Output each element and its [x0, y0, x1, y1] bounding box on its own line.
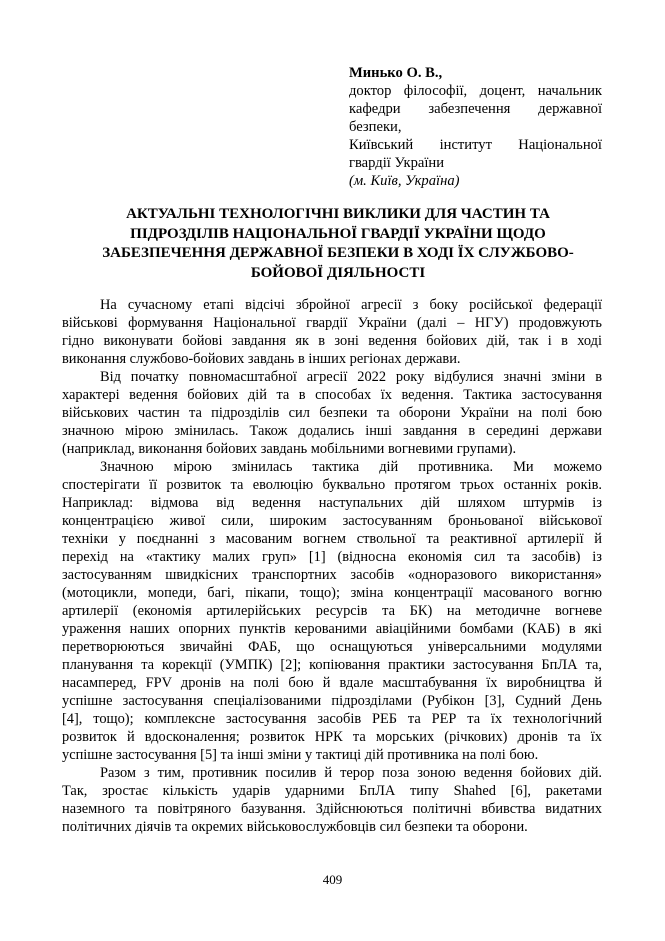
- paragraph-line: наземного та повітряного базування. Здійснюються політичні вбивства видатних: [62, 801, 602, 817]
- paragraph-line: застосуванням швидкісних транспортних засобів «одноразового використання»: [62, 567, 602, 583]
- paragraph-line: Наприклад: відмова від ведення наступальних дій шляхом штурмів із: [62, 495, 602, 511]
- article-body: [62, 296, 602, 836]
- paragraph-line: розвиток й вдосконалення; розвиток НРК та морських (річкових) дронів та їх: [62, 729, 602, 745]
- paragraph-line: насамперед, FPV дронів на полі бою й вдале масштабування їх виробництва й: [62, 675, 602, 691]
- paragraph: [62, 368, 602, 458]
- author-affiliation-line: Київський інститут Національної: [349, 137, 602, 153]
- author-name: Минько О. В.,: [349, 65, 443, 81]
- author-block: [349, 64, 602, 190]
- paragraph-line: ураження наших опорних пунктів керованими авіаційними бомбами (КАБ) в які: [62, 621, 602, 637]
- paragraph-line: перехід на «тактику малих груп» [1] (відносна економія сил та засобів) із: [62, 549, 602, 565]
- title-line: ЗАБЕЗПЕЧЕННЯ ДЕРЖАВНОЇ БЕЗПЕКИ В ХОДІ ЇХ СЛУЖБОВО-: [102, 245, 574, 261]
- paragraph-line: На сучасному етапі відсічі збройної агресії з боку російської федерації: [100, 297, 602, 313]
- paragraph-line: успішне застосування спеціалізованими підрозділами (Рубікон [3], Судний День: [62, 693, 602, 709]
- paragraph-line: техніки у поєднанні з масованим вогнем ствольної та реактивної артилерії й: [62, 531, 602, 547]
- paragraph-line: гідно виконувати бойові завдання як в зоні ведення бойових дій, так і в ході: [62, 333, 602, 349]
- paragraph-line: планування та корекції (УМПК) [2]; копіювання практики застосування БпЛА та,: [62, 657, 602, 673]
- title-line: АКТУАЛЬНІ ТЕХНОЛОГІЧНІ ВИКЛИКИ ДЛЯ ЧАСТИН ТА: [126, 206, 550, 222]
- paragraph-line: характері ведення бойових дій та в способах їх ведення. Тактика застосування: [62, 387, 602, 403]
- paragraph-line: військові формування Національної гвардії України (далі – НГУ) продовжують: [62, 315, 602, 331]
- paragraph-line: політичних діячів та окремих військовослужбовців сил безпеки та оборони.: [62, 819, 528, 835]
- paragraph: [62, 764, 602, 836]
- title-line: БОЙОВОЇ ДІЯЛЬНОСТІ: [250, 264, 426, 281]
- author-affiliation-line: доктор філософії, доцент, начальник: [349, 83, 602, 99]
- paragraph-line: Значною мірою змінилась тактика дій противника. Ми можемо: [100, 459, 602, 475]
- author-affiliation-line: безпеки,: [349, 119, 402, 135]
- author-affiliation-line: гвардії України: [349, 155, 445, 171]
- paragraph-line: [4], тощо); комплексне застосування засобів РЕБ та РЕР та їх технологічний: [62, 711, 602, 727]
- paragraph-line: концентрацією живої сили, широким застосуванням броньованої військової: [62, 513, 602, 529]
- title-line: ПІДРОЗДІЛІВ НАЦІОНАЛЬНОЇ ГВАРДІЇ УКРАЇНИ ЩОДО: [130, 225, 546, 242]
- paragraph: [62, 296, 602, 368]
- paragraph-line: Від початку повномасштабної агресії 2022 року відбулися значні зміни в: [100, 369, 602, 385]
- paragraph-line: Разом з тим, противник посилив й терор поза зоною ведення бойових дій.: [100, 765, 602, 781]
- paragraph-line: Так, зростає кількість ударів ударними БпЛА типу Shahed [6], ракетами: [62, 783, 602, 799]
- article-title: [78, 205, 598, 283]
- author-location: (м. Київ, Україна): [349, 173, 460, 189]
- paragraph-line: значною мірою змінилась. Також додались інші завдання в середині держави: [62, 423, 602, 439]
- paragraph-line: військових частин та підрозділів сил безпеки та оборони України на полі бою: [62, 405, 602, 421]
- paragraph: [62, 458, 602, 764]
- paragraph-line: (наприклад, виконання бойових завдань мобільними вогневими групами).: [62, 441, 517, 457]
- paragraph-line: артилерії (економія артилерійських ресурсів та БК) на методичне вогневе: [62, 603, 602, 619]
- paragraph-line: перетворюються звичайні ФАБ, що оснащуються універсальними модулями: [62, 639, 602, 655]
- author-affiliation-line: кафедри забезпечення державної: [349, 101, 602, 117]
- paragraph-line: успішне застосування [5] та інші зміни у тактиці дій противника на полі бою.: [62, 747, 539, 763]
- paragraph-line: спостерігати її розвиток та еволюцію буквально протягом трьох останніх років.: [62, 477, 602, 493]
- paragraph-line: (мотоцикли, мопеди, багі, пікапи, тощо); зміна концентрації масованого вогню: [62, 585, 602, 601]
- paragraph-line: виконання службово-бойових завдань в інших регіонах держави.: [62, 351, 461, 367]
- page-number: 409: [322, 872, 343, 887]
